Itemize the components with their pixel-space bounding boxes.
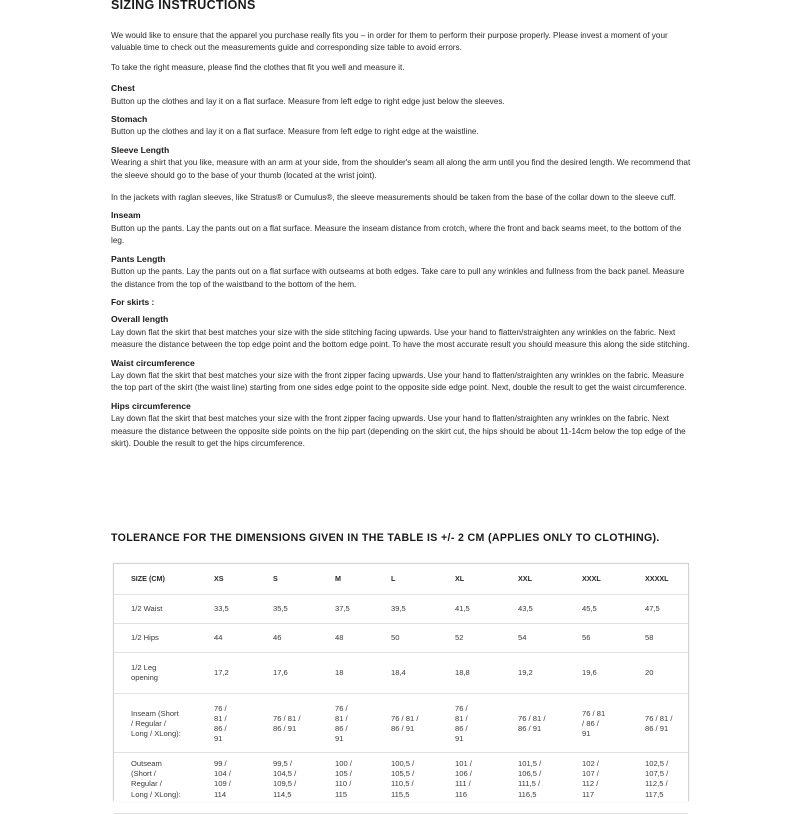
row-label: 1/2 Leg opening (114, 653, 197, 694)
table-header-row (114, 564, 688, 595)
section-body: Lay down flat the skirt that best matches your size with the front zipper facing upwards. Use your hand to flatten/straighten any wrinkles on the fabric. Measure the top part of the skirt (the waist line) starting from one sides edge point to the opposite side edge point. Next, double the result to get the waist circumference. (111, 370, 687, 393)
table-cell: 44 (197, 624, 256, 653)
section-chest (111, 82, 691, 108)
skirts-label: For skirts : (111, 296, 155, 307)
table-header: XS (197, 564, 256, 595)
table-cell: 17,2 (197, 653, 256, 694)
table-cell: 101 / 106 / 111 / 116 (438, 753, 501, 814)
table-cell: 18,4 (374, 653, 438, 694)
row-label: Inseam (Short / Regular / Long / XLong): (114, 694, 197, 753)
table-cell: 76 / 81 / 86 / 91 (197, 694, 256, 753)
table-cell: 76 / 81 / 86 / 91 (256, 694, 318, 753)
table-cell: 19,2 (501, 653, 565, 694)
table-cell: 50 (374, 624, 438, 653)
table-cell: 76 / 81 / 86 / 91 (318, 694, 374, 753)
table-cell: 99 / 104 / 109 / 114 (197, 753, 256, 814)
section-body: Lay down flat the skirt that best matches your size with the front zipper facing upwards. Use your hand to flatten/straighten any wrinkles on the fabric. Next measure the distance between the opposite side points on the hip part (depending on the skirt cut, the hips should be about 11-14cm below the top edge of the skirt). Double the result to get the hips circumference. (111, 414, 686, 448)
section-heading: Sleeve Length (111, 144, 170, 155)
size-table (113, 563, 689, 801)
section-hips-circumference (111, 400, 691, 451)
row-label: Outseam (Short / Regular / Long / XLong): (114, 753, 197, 814)
section-stomach (111, 113, 691, 139)
instructions (111, 30, 691, 455)
table-cell: 76 / 81 / 86 / 91 (438, 694, 501, 753)
section-body: Button up the pants. Lay the pants out on a flat surface with outseams at both edges. Take care to pull any wrinkles and fullness from the back panel. Measure the distance from the top of the waistband to the bottom of the hem. (111, 267, 685, 289)
section-body: Button up the pants. Lay the pants out on a flat surface. Measure the inseam distance from crotch, where the front and back seams meet, to the bottom of the leg. (111, 223, 682, 246)
row-label: 1/2 Hips (114, 624, 197, 653)
table-header: SIZE (CM) (114, 564, 197, 595)
table-cell: 100,5 / 105,5 / 110,5 / 115,5 (374, 753, 438, 814)
section-body: Wearing a shirt that you like, measure with an arm at your side, from the shoulder's seam all along the arm until you find the desired length. We recommend that the sleeve should go to the base of your thumb (located at the wrist joint). (111, 158, 691, 180)
table-cell: 76 / 81 / 86 / 91 (501, 694, 565, 753)
section-inseam (111, 209, 691, 247)
table-cell: 52 (438, 624, 501, 653)
table-header: XXXL (565, 564, 628, 595)
section-body: Button up the clothes and lay it on a flat surface. Measure from left edge to right edge just below the sleeves. (111, 96, 505, 106)
tolerance-note: TOLERANCE FOR THE DIMENSIONS GIVEN IN THE TABLE IS +/- 2 CM (APPLIES ONLY TO CLOTHING). (111, 532, 660, 544)
section-heading: Chest (111, 83, 135, 94)
section-heading: Hips circumference (111, 400, 191, 411)
section-heading: Pants Length (111, 253, 166, 264)
table-header: S (256, 564, 318, 595)
table-cell: 76 / 81 / 86 / 91 (565, 694, 628, 753)
table-cell: 41,5 (438, 595, 501, 624)
section-body-secondary: In the jackets with raglan sleeves, like Stratus® or Cumulus®, the sleeve measurements should be taken from the base of the collar down to the sleeve cuff. (111, 193, 676, 203)
table-cell: 45,5 (565, 595, 628, 624)
table-cell: 48 (318, 624, 374, 653)
intro-paragraph: To take the right measure, please find the clothes that fit you well and measure it. (111, 63, 405, 73)
intro-paragraph: We would like to ensure that the apparel you purchase really fits you – in order for them to perform their purpose properly. Please invest a moment of your valuable time to check out the measurements guide and corresponding size table to avoid errors. (111, 31, 668, 53)
section-overall-length (111, 313, 691, 351)
table-cell: 17,6 (256, 653, 318, 694)
table-header: XXL (501, 564, 565, 595)
table-header: M (318, 564, 374, 595)
table-row (114, 624, 688, 653)
table-cell: 100 / 105 / 110 / 115 (318, 753, 374, 814)
section-heading: Waist circumference (111, 357, 195, 368)
section-pants-length (111, 253, 691, 291)
table-cell: 54 (501, 624, 565, 653)
section-heading: Overall length (111, 314, 169, 325)
row-label: 1/2 Waist (114, 595, 197, 624)
table-row (114, 595, 688, 624)
table-cell: 35,5 (256, 595, 318, 624)
table-row (114, 694, 688, 753)
table-cell: 99,5 / 104,5 / 109,5 / 114,5 (256, 753, 318, 814)
table-cell: 102,5 / 107,5 / 112,5 / 117,5 (628, 753, 688, 814)
table-cell: 43,5 (501, 595, 565, 624)
table-cell: 58 (628, 624, 688, 653)
table-cell: 102 / 107 / 112 / 117 (565, 753, 628, 814)
table-row (114, 753, 688, 814)
table-header: XL (438, 564, 501, 595)
table-cell: 39,5 (374, 595, 438, 624)
table-header: L (374, 564, 438, 595)
table-row (114, 653, 688, 694)
table-cell: 19,6 (565, 653, 628, 694)
table-cell: 101,5 / 106,5 / 111,5 / 116,5 (501, 753, 565, 814)
table-cell: 76 / 81 / 86 / 91 (628, 694, 688, 753)
table-cell: 20 (628, 653, 688, 694)
section-waist-circumference (111, 357, 691, 395)
table-cell: 47,5 (628, 595, 688, 624)
section-body: Button up the clothes and lay it on a flat surface. Measure from left edge to right edge at the waistline. (111, 127, 479, 137)
table-cell: 76 / 81 / 86 / 91 (374, 694, 438, 753)
table-cell: 18,8 (438, 653, 501, 694)
page-title: SIZING INSTRUCTIONS (111, 0, 256, 12)
table-header: XXXXL (628, 564, 688, 595)
table-cell: 56 (565, 624, 628, 653)
table-cell: 33,5 (197, 595, 256, 624)
table-cell: 18 (318, 653, 374, 694)
table-cell: 46 (256, 624, 318, 653)
section-sleeve-length (111, 144, 691, 205)
section-heading: Stomach (111, 114, 148, 125)
table-cell: 37,5 (318, 595, 374, 624)
section-body: Lay down flat the skirt that best matches your size with the side stitching facing upwards. Use your hand to flatten/straighten any wrinkles on the fabric. Next measure the distance between the top edge point and the bottom edge point. To have the most accurate result you should measure this along the side stitching. (111, 327, 690, 350)
section-heading: Inseam (111, 210, 141, 221)
